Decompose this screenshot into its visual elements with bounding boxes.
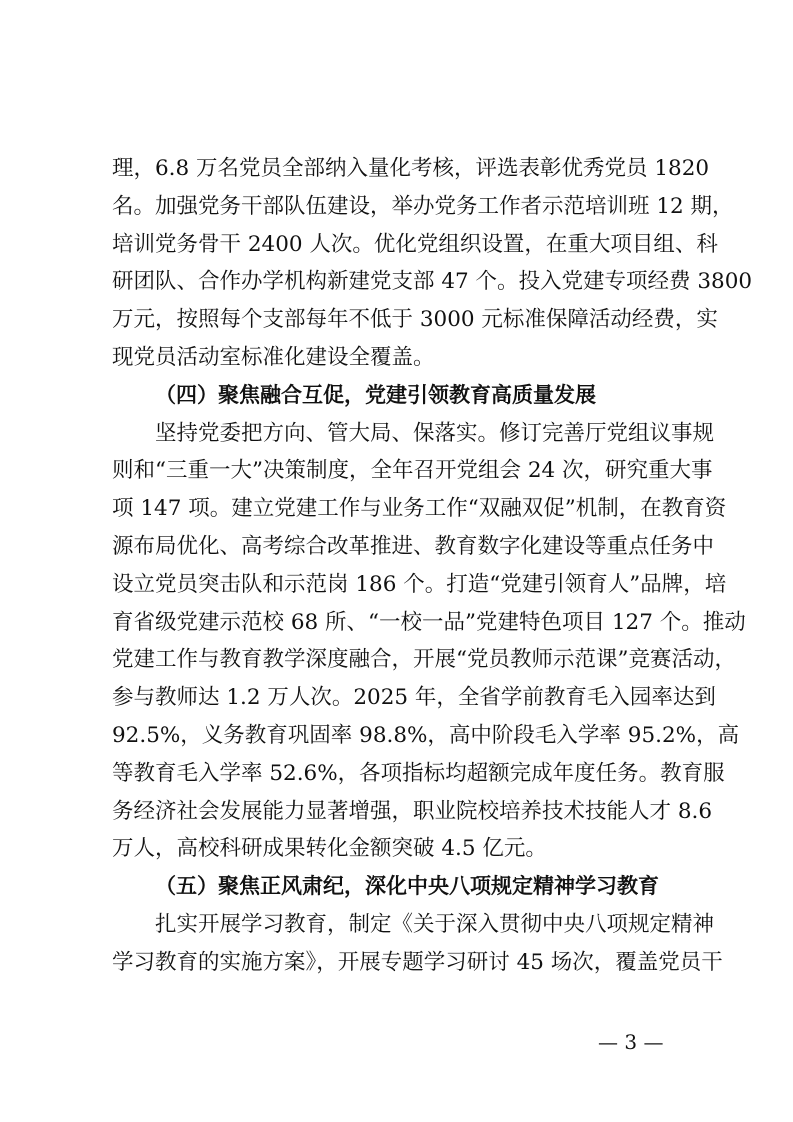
text-line: 扎实开展学习教育，制定《关于深入贯彻中央八项规定精神 — [155, 911, 715, 937]
text-line: 理，6.8 万名党员全部纳入量化考核，评选表彰优秀党员 1820 — [112, 156, 710, 181]
text-line: 参与教师达 1.2 万人次。2025 年，全省学前教育毛入园率达到 — [112, 685, 716, 711]
text-line: 设立党员突击队和示范岗 186 个。打造“党建引领育人”品牌，培 — [112, 571, 727, 597]
section-heading-5: （五）聚焦正风肃纪，深化中央八项规定精神学习教育 — [155, 874, 659, 899]
text-line: 项 147 项。建立党建工作与业务工作“双融双促”机制，在教育资 — [112, 496, 727, 522]
text-line: 坚持党委把方向、管大局、保落实。修订完善厅党组议事规 — [155, 420, 715, 446]
text-line: 育省级党建示范校 68 所、“一校一品”党建特色项目 127 个。推动 — [112, 609, 746, 635]
page-number: — 3 — — [598, 1030, 664, 1054]
text-line: 务经济社会发展能力显著增强，职业院校培养技术技能人才 8.6 — [112, 798, 713, 824]
text-line: 名。加强党务干部队伍建设，举办党务工作者示范培训班 12 期， — [112, 193, 734, 219]
text-line: 万元，按照每个支部每年不低于 3000 元标准保障活动经费，实 — [112, 307, 718, 333]
text-line: 党建工作与教育教学深度融合，开展“党员教师示范课”竞赛活动， — [112, 647, 736, 673]
text-line: 等教育毛入学率 52.6%，各项指标均超额完成年度任务。教育服 — [112, 760, 725, 786]
text-line: 现党员活动室标准化建设全覆盖。 — [112, 344, 435, 370]
text-line: 源布局优化、高考综合改革推进、教育数字化建设等重点任务中 — [112, 533, 715, 559]
text-line: 培训党务骨干 2400 人次。优化党组织设置，在重大项目组、科 — [112, 231, 718, 257]
text-line: 学习教育的实施方案》，开展专题学习研讨 45 场次，覆盖党员干 — [112, 949, 723, 975]
body-text — [112, 150, 753, 982]
text-line: 则和“三重一大”决策制度，全年召开党组会 24 次，研究重大事 — [112, 458, 713, 484]
text-line: 研团队、合作办学机构新建党支部 47 个。投入党建专项经费 3800 — [112, 269, 753, 295]
text-line: 92.5%，义务教育巩固率 98.8%，高中阶段毛入学率 95.2%，高 — [112, 722, 740, 748]
text-line: 万人，高校科研成果转化金额突破 4.5 亿元。 — [112, 836, 547, 862]
section-heading-4: （四）聚焦融合互促，党建引领教育高质量发展 — [155, 382, 596, 407]
